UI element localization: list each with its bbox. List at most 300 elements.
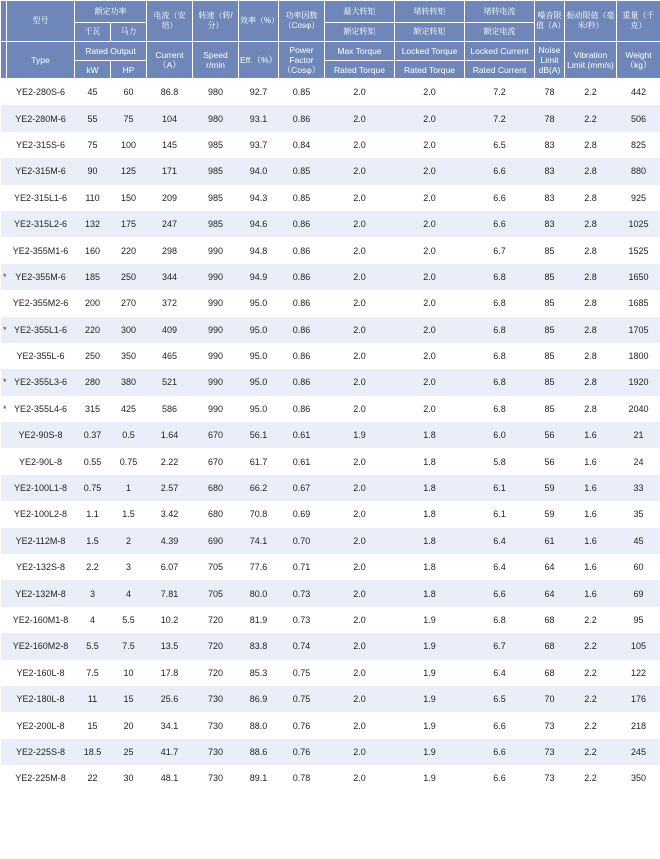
speed-cell: 670: [193, 448, 239, 474]
vibration-cell: 1.6: [565, 501, 617, 527]
type-cell: YE2-180L-8: [7, 686, 75, 712]
max-torque-cell: 2.0: [325, 712, 395, 738]
table-row: [1, 448, 660, 474]
header-lt-en2: Rated Torque: [395, 61, 465, 79]
vibration-cell: 2.8: [565, 369, 617, 395]
hp-cell: 20: [111, 712, 147, 738]
eff-cell: 77.6: [239, 554, 279, 580]
weight-cell: 1685: [617, 290, 660, 316]
noise-cell: 56: [535, 422, 565, 448]
kw-cell: 0.55: [75, 448, 111, 474]
noise-cell: 68: [535, 633, 565, 659]
hp-cell: 220: [111, 237, 147, 263]
eff-cell: 93.7: [239, 132, 279, 158]
vibration-cell: 1.6: [565, 422, 617, 448]
current-cell: 25.6: [147, 686, 193, 712]
locked-torque-cell: 1.9: [395, 660, 465, 686]
row-mark: *: [1, 264, 7, 290]
header-maxt-zh2: 额定转矩: [325, 23, 395, 42]
current-cell: 247: [147, 211, 193, 237]
max-torque-cell: 2.0: [325, 211, 395, 237]
type-cell: YE2-355L3-6: [7, 369, 75, 395]
header-noise-zh: 噪音限值（A）: [535, 1, 565, 42]
noise-cell: 64: [535, 580, 565, 606]
max-torque-cell: 2.0: [325, 475, 395, 501]
type-cell: YE2-132S-8: [7, 554, 75, 580]
table-row: [1, 237, 660, 263]
table-row: [1, 79, 660, 106]
weight-cell: 925: [617, 185, 660, 211]
header-current-zh: 电流（安培）: [147, 1, 193, 42]
header-maxt-en2: Rated Torque: [325, 61, 395, 79]
current-cell: 13.5: [147, 633, 193, 659]
hp-cell: 5.5: [111, 607, 147, 633]
kw-cell: 185: [75, 264, 111, 290]
type-cell: YE2-315L1-6: [7, 185, 75, 211]
locked-torque-cell: 2.0: [395, 211, 465, 237]
header-lc-en2: Rated Current: [465, 61, 535, 79]
max-torque-cell: 2.0: [325, 448, 395, 474]
weight-cell: 880: [617, 158, 660, 184]
vibration-cell: 2.8: [565, 237, 617, 263]
eff-cell: 94.9: [239, 264, 279, 290]
header-pf-en: Power Factor（Cosφ）: [279, 42, 325, 79]
vibration-cell: 2.8: [565, 158, 617, 184]
vibration-cell: 2.8: [565, 211, 617, 237]
hp-cell: 270: [111, 290, 147, 316]
current-cell: 209: [147, 185, 193, 211]
max-torque-cell: 2.0: [325, 528, 395, 554]
current-cell: 7.81: [147, 580, 193, 606]
speed-cell: 680: [193, 501, 239, 527]
speed-cell: 730: [193, 712, 239, 738]
speed-cell: 730: [193, 686, 239, 712]
pf-cell: 0.86: [279, 105, 325, 131]
locked-current-cell: 6.6: [465, 580, 535, 606]
table-body: [1, 79, 660, 792]
hp-cell: 1.5: [111, 501, 147, 527]
kw-cell: 55: [75, 105, 111, 131]
pf-cell: 0.86: [279, 264, 325, 290]
table-row: [1, 633, 660, 659]
hp-cell: 380: [111, 369, 147, 395]
locked-current-cell: 6.6: [465, 765, 535, 791]
eff-cell: 89.1: [239, 765, 279, 791]
eff-cell: 56.1: [239, 422, 279, 448]
locked-current-cell: 6.8: [465, 343, 535, 369]
locked-torque-cell: 2.0: [395, 317, 465, 343]
pf-cell: 0.86: [279, 317, 325, 343]
header-type-en: Type: [7, 42, 75, 79]
vibration-cell: 2.8: [565, 290, 617, 316]
table-row: [1, 369, 660, 395]
weight-cell: 105: [617, 633, 660, 659]
locked-current-cell: 6.7: [465, 237, 535, 263]
current-cell: 521: [147, 369, 193, 395]
max-torque-cell: 2.0: [325, 765, 395, 791]
max-torque-cell: 2.0: [325, 158, 395, 184]
type-cell: YE2-112M-8: [7, 528, 75, 554]
header-power-en: Rated Output: [75, 42, 147, 61]
locked-torque-cell: 1.8: [395, 448, 465, 474]
noise-cell: 68: [535, 660, 565, 686]
hp-cell: 0.75: [111, 448, 147, 474]
kw-cell: 132: [75, 211, 111, 237]
type-cell: YE2-355L1-6: [7, 317, 75, 343]
locked-torque-cell: 1.9: [395, 712, 465, 738]
type-cell: YE2-225S-8: [7, 739, 75, 765]
weight-cell: 35: [617, 501, 660, 527]
table-row: [1, 580, 660, 606]
eff-cell: 94.0: [239, 158, 279, 184]
noise-cell: 83: [535, 158, 565, 184]
current-cell: 2.22: [147, 448, 193, 474]
kw-cell: 7.5: [75, 660, 111, 686]
max-torque-cell: 2.0: [325, 264, 395, 290]
pf-cell: 0.69: [279, 501, 325, 527]
current-cell: 104: [147, 105, 193, 131]
locked-torque-cell: 1.8: [395, 475, 465, 501]
locked-current-cell: 6.6: [465, 739, 535, 765]
current-cell: 4.39: [147, 528, 193, 554]
weight-cell: 1650: [617, 264, 660, 290]
noise-cell: 78: [535, 79, 565, 106]
header-type-zh: 型号: [7, 1, 75, 42]
header-hp-en: HP: [111, 61, 147, 79]
locked-torque-cell: 1.9: [395, 765, 465, 791]
speed-cell: 985: [193, 132, 239, 158]
kw-cell: 15: [75, 712, 111, 738]
header-hp-zh: 马力: [111, 23, 147, 42]
locked-current-cell: 6.1: [465, 501, 535, 527]
current-cell: 1.64: [147, 422, 193, 448]
hp-cell: 75: [111, 105, 147, 131]
kw-cell: 250: [75, 343, 111, 369]
vibration-cell: 2.8: [565, 132, 617, 158]
table-row: [1, 501, 660, 527]
table-row: [1, 712, 660, 738]
speed-cell: 990: [193, 396, 239, 422]
speed-cell: 985: [193, 158, 239, 184]
hp-cell: 15: [111, 686, 147, 712]
weight-cell: 245: [617, 739, 660, 765]
locked-torque-cell: 1.9: [395, 633, 465, 659]
hp-cell: 2: [111, 528, 147, 554]
locked-current-cell: 6.0: [465, 422, 535, 448]
header-power-zh: 额定功率: [75, 1, 147, 23]
pf-cell: 0.86: [279, 369, 325, 395]
hp-cell: 350: [111, 343, 147, 369]
weight-cell: 122: [617, 660, 660, 686]
table-row: [1, 290, 660, 316]
type-cell: YE2-100L1-8: [7, 475, 75, 501]
speed-cell: 985: [193, 211, 239, 237]
pf-cell: 0.78: [279, 765, 325, 791]
type-cell: YE2-355M-6: [7, 264, 75, 290]
header-weight-zh: 重量（千克）: [617, 1, 660, 42]
speed-cell: 730: [193, 765, 239, 791]
header-speed-zh: 转速（转/分）: [193, 1, 239, 42]
header-lt-en1: Locked Torque: [395, 42, 465, 61]
locked-torque-cell: 1.9: [395, 739, 465, 765]
locked-torque-cell: 2.0: [395, 290, 465, 316]
type-cell: YE2-280S-6: [7, 79, 75, 106]
vibration-cell: 1.6: [565, 554, 617, 580]
hp-cell: 25: [111, 739, 147, 765]
speed-cell: 990: [193, 343, 239, 369]
header-kw-zh: 千瓦: [75, 23, 111, 42]
eff-cell: 92.7: [239, 79, 279, 106]
noise-cell: 64: [535, 554, 565, 580]
max-torque-cell: 2.0: [325, 396, 395, 422]
locked-torque-cell: 1.9: [395, 607, 465, 633]
locked-current-cell: 6.8: [465, 290, 535, 316]
current-cell: 409: [147, 317, 193, 343]
current-cell: 6.07: [147, 554, 193, 580]
max-torque-cell: 1.9: [325, 422, 395, 448]
table-row: [1, 105, 660, 131]
speed-cell: 720: [193, 633, 239, 659]
pf-cell: 0.85: [279, 79, 325, 106]
speed-cell: 990: [193, 290, 239, 316]
weight-cell: 24: [617, 448, 660, 474]
header-speed-en: Speed r/min: [193, 42, 239, 79]
current-cell: 2.57: [147, 475, 193, 501]
kw-cell: 3: [75, 580, 111, 606]
locked-torque-cell: 2.0: [395, 132, 465, 158]
vibration-cell: 1.6: [565, 448, 617, 474]
hp-cell: 425: [111, 396, 147, 422]
header-lt-zh1: 堵转转矩: [395, 1, 465, 23]
locked-current-cell: 7.2: [465, 105, 535, 131]
current-cell: 586: [147, 396, 193, 422]
header-eff-zh: 效率（%）: [239, 1, 279, 42]
vibration-cell: 2.8: [565, 317, 617, 343]
kw-cell: 22: [75, 765, 111, 791]
locked-current-cell: 5.8: [465, 448, 535, 474]
vibration-cell: 2.2: [565, 739, 617, 765]
locked-current-cell: 6.8: [465, 317, 535, 343]
pf-cell: 0.75: [279, 686, 325, 712]
vibration-cell: 2.2: [565, 633, 617, 659]
kw-cell: 45: [75, 79, 111, 106]
locked-current-cell: 7.2: [465, 79, 535, 106]
noise-cell: 56: [535, 448, 565, 474]
table-header: [1, 1, 660, 79]
max-torque-cell: 2.0: [325, 554, 395, 580]
type-cell: YE2-315L2-6: [7, 211, 75, 237]
noise-cell: 73: [535, 739, 565, 765]
weight-cell: 45: [617, 528, 660, 554]
eff-cell: 86.9: [239, 686, 279, 712]
row-mark: *: [1, 396, 7, 422]
max-torque-cell: 2.0: [325, 132, 395, 158]
kw-cell: 280: [75, 369, 111, 395]
locked-torque-cell: 2.0: [395, 185, 465, 211]
header-eff-en: Eff.（%）: [239, 42, 279, 79]
noise-cell: 85: [535, 290, 565, 316]
eff-cell: 83.8: [239, 633, 279, 659]
locked-torque-cell: 2.0: [395, 79, 465, 106]
kw-cell: 18.5: [75, 739, 111, 765]
pf-cell: 0.61: [279, 422, 325, 448]
eff-cell: 66.2: [239, 475, 279, 501]
weight-cell: 506: [617, 105, 660, 131]
hp-cell: 30: [111, 765, 147, 791]
locked-torque-cell: 2.0: [395, 369, 465, 395]
hp-cell: 10: [111, 660, 147, 686]
kw-cell: 1.1: [75, 501, 111, 527]
hp-cell: 4: [111, 580, 147, 606]
locked-current-cell: 6.6: [465, 158, 535, 184]
locked-torque-cell: 2.0: [395, 105, 465, 131]
current-cell: 3.42: [147, 501, 193, 527]
max-torque-cell: 2.0: [325, 580, 395, 606]
speed-cell: 990: [193, 369, 239, 395]
hp-cell: 150: [111, 185, 147, 211]
type-cell: YE2-160L-8: [7, 660, 75, 686]
hp-cell: 100: [111, 132, 147, 158]
kw-cell: 200: [75, 290, 111, 316]
header-lt-zh2: 额定转矩: [395, 23, 465, 42]
current-cell: 171: [147, 158, 193, 184]
locked-torque-cell: 2.0: [395, 396, 465, 422]
kw-cell: 160: [75, 237, 111, 263]
table-row: [1, 422, 660, 448]
locked-current-cell: 6.8: [465, 607, 535, 633]
table-row: [1, 317, 660, 343]
speed-cell: 980: [193, 105, 239, 131]
speed-cell: 990: [193, 317, 239, 343]
current-cell: 465: [147, 343, 193, 369]
locked-current-cell: 6.4: [465, 554, 535, 580]
vibration-cell: 2.2: [565, 712, 617, 738]
speed-cell: 720: [193, 607, 239, 633]
table-row: [1, 765, 660, 791]
vibration-cell: 2.8: [565, 343, 617, 369]
pf-cell: 0.73: [279, 607, 325, 633]
pf-cell: 0.61: [279, 448, 325, 474]
header-weight-en: Weight（kg）: [617, 42, 660, 79]
vibration-cell: 2.2: [565, 660, 617, 686]
eff-cell: 88.0: [239, 712, 279, 738]
kw-cell: 220: [75, 317, 111, 343]
weight-cell: 21: [617, 422, 660, 448]
locked-current-cell: 6.6: [465, 185, 535, 211]
noise-cell: 85: [535, 396, 565, 422]
weight-cell: 1800: [617, 343, 660, 369]
weight-cell: 1920: [617, 369, 660, 395]
type-cell: YE2-355L4-6: [7, 396, 75, 422]
table-row: [1, 528, 660, 554]
max-torque-cell: 2.0: [325, 343, 395, 369]
noise-cell: 78: [535, 105, 565, 131]
current-cell: 86.8: [147, 79, 193, 106]
pf-cell: 0.85: [279, 158, 325, 184]
table-row: [1, 660, 660, 686]
max-torque-cell: 2.0: [325, 79, 395, 106]
pf-cell: 0.74: [279, 633, 325, 659]
table-row: [1, 554, 660, 580]
eff-cell: 94.3: [239, 185, 279, 211]
hp-cell: 0.5: [111, 422, 147, 448]
noise-cell: 83: [535, 185, 565, 211]
locked-torque-cell: 1.8: [395, 580, 465, 606]
noise-cell: 85: [535, 343, 565, 369]
eff-cell: 74.1: [239, 528, 279, 554]
header-lc-zh2: 额定电流: [465, 23, 535, 42]
noise-cell: 83: [535, 211, 565, 237]
pf-cell: 0.86: [279, 237, 325, 263]
eff-cell: 95.0: [239, 290, 279, 316]
kw-cell: 11: [75, 686, 111, 712]
type-cell: YE2-355M1-6: [7, 237, 75, 263]
current-cell: 17.8: [147, 660, 193, 686]
locked-torque-cell: 1.9: [395, 686, 465, 712]
type-cell: YE2-355M2-6: [7, 290, 75, 316]
pf-cell: 0.75: [279, 660, 325, 686]
pf-cell: 0.86: [279, 343, 325, 369]
weight-cell: 2040: [617, 396, 660, 422]
current-cell: 41.7: [147, 739, 193, 765]
kw-cell: 110: [75, 185, 111, 211]
locked-torque-cell: 1.8: [395, 554, 465, 580]
weight-cell: 69: [617, 580, 660, 606]
table-row: [1, 211, 660, 237]
max-torque-cell: 2.0: [325, 317, 395, 343]
type-cell: YE2-132M-8: [7, 580, 75, 606]
weight-cell: 1525: [617, 237, 660, 263]
kw-cell: 1.5: [75, 528, 111, 554]
max-torque-cell: 2.0: [325, 237, 395, 263]
current-cell: 145: [147, 132, 193, 158]
max-torque-cell: 2.0: [325, 686, 395, 712]
hp-cell: 3: [111, 554, 147, 580]
pf-cell: 0.86: [279, 396, 325, 422]
locked-current-cell: 6.4: [465, 660, 535, 686]
table-row: [1, 132, 660, 158]
eff-cell: 94.6: [239, 211, 279, 237]
pf-cell: 0.84: [279, 132, 325, 158]
max-torque-cell: 2.0: [325, 633, 395, 659]
header-vib-zh: 振动限值（毫米/秒）: [565, 1, 617, 42]
noise-cell: 85: [535, 237, 565, 263]
weight-cell: 825: [617, 132, 660, 158]
weight-cell: 350: [617, 765, 660, 791]
eff-cell: 70.8: [239, 501, 279, 527]
speed-cell: 690: [193, 528, 239, 554]
weight-cell: 1705: [617, 317, 660, 343]
eff-cell: 95.0: [239, 369, 279, 395]
vibration-cell: 1.6: [565, 580, 617, 606]
hp-cell: 300: [111, 317, 147, 343]
noise-cell: 59: [535, 475, 565, 501]
weight-cell: 176: [617, 686, 660, 712]
pf-cell: 0.71: [279, 554, 325, 580]
locked-current-cell: 6.5: [465, 132, 535, 158]
max-torque-cell: 2.0: [325, 369, 395, 395]
vibration-cell: 2.8: [565, 396, 617, 422]
speed-cell: 680: [193, 475, 239, 501]
noise-cell: 83: [535, 132, 565, 158]
weight-cell: 1025: [617, 211, 660, 237]
table-row: [1, 264, 660, 290]
pf-cell: 0.70: [279, 528, 325, 554]
speed-cell: 705: [193, 580, 239, 606]
max-torque-cell: 2.0: [325, 739, 395, 765]
header-lc-en1: Locked Current: [465, 42, 535, 61]
weight-cell: 60: [617, 554, 660, 580]
